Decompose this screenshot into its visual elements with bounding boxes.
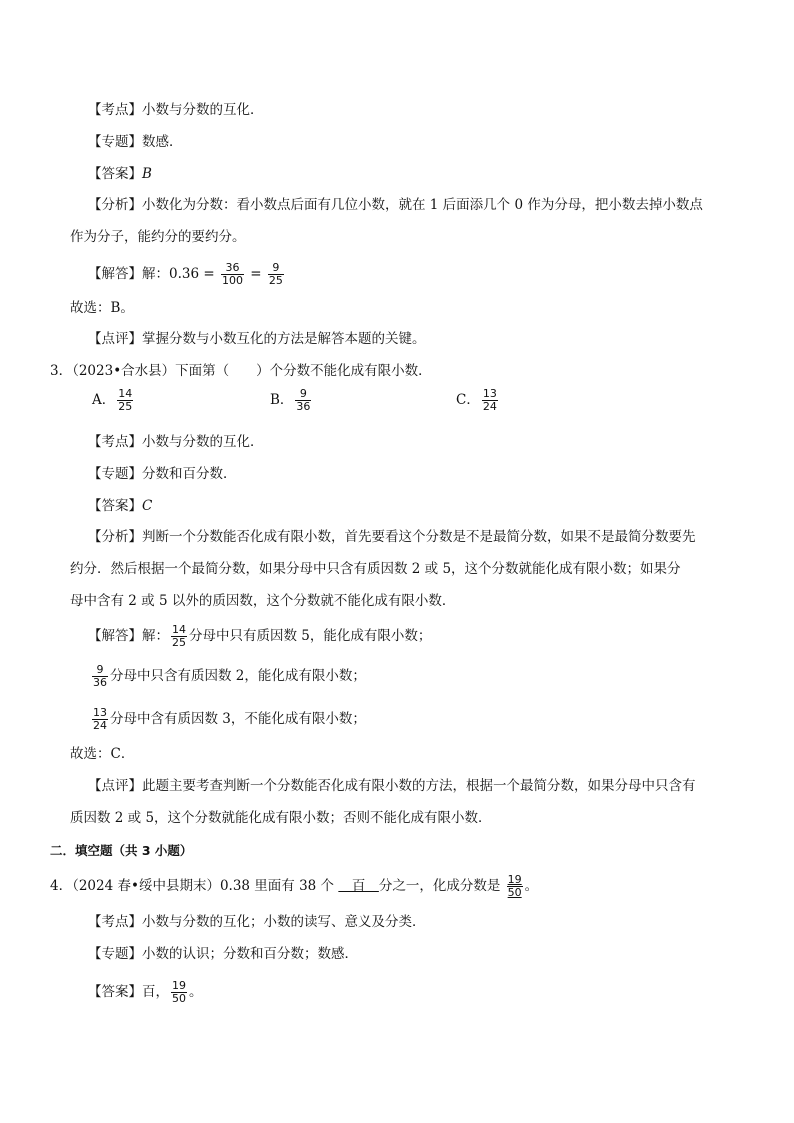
dianping-tag: 【点评】 [88,778,142,794]
q2-guxuan: 故选：B。 [70,300,134,316]
option-label: A． [92,392,116,408]
frac-numerator: 9 [96,663,104,676]
q4-stem-part1: 4．（2024 春•绥中县期末）0.38 里面有 38 个 [50,878,335,894]
q2-fenxi-line1: 小数化为分数：看小数点后面有几位小数，就在 1 后面添几个 0 作为分母，把小数去掉小数点 [142,197,703,213]
option-fraction [482,388,498,413]
q2-dianping-text: 掌握分数与小数互化的方法是解答本题的关键。 [142,331,426,347]
q2-fenxi-line2: 作为分子，能约分的要约分。 [70,229,246,245]
q4-stem-part2: 分之一，化成分数是 [378,878,501,894]
q3-fenxi-row [88,528,696,546]
frac-denominator: 36 [296,400,311,413]
q2-fraction-9-25 [268,262,284,287]
q4-blank2-fraction [507,874,523,899]
q3-sol2-text: 分母中只含有质因数 2，能化成有限小数； [110,668,366,684]
q4-blank1-answer: 百 [338,878,379,894]
frac-denominator: 25 [118,400,133,413]
q4-answer-fraction [171,980,187,1005]
q3-fenxi-line2: 约分．然后根据一个最简分数，如果分母中只含有质因数 2 或 5，这个分数就能化成有限小数；如果分 [70,561,681,577]
q3-zhuanti-row [88,465,237,483]
q4-stem-end: 。 [524,878,539,894]
q3-dianping-line2: 质因数 2 或 5，这个分数就能化成有限小数；否则不能化成有限小数． [70,810,492,826]
frac-numerator: 36 [225,261,240,274]
dianping-tag: 【点评】 [88,331,142,347]
q2-zhuanti-text: 数感． [142,134,183,150]
frac-denominator: 24 [482,400,497,413]
q3-jieda-row [88,624,431,649]
frac-denominator: 36 [93,676,107,689]
q2-jieda-prefix: 解：0.36 = [142,266,215,282]
frac-denominator: 100 [221,274,243,287]
frac-numerator: 13 [482,387,497,400]
fenxi-tag: 【分析】 [88,529,142,545]
frac-numerator: 14 [118,387,133,400]
frac-numerator: 13 [93,706,107,719]
kaodian-tag: 【考点】 [88,102,142,118]
q3-sol1-text: 分母中只有质因数 5，能化成有限小数； [189,628,432,644]
section-heading: 二．填空题（共 3 小题） [50,843,193,858]
q2-zhuanti-row [88,133,183,151]
zhuanti-tag: 【专题】 [88,466,142,482]
frac-denominator: 50 [172,992,186,1005]
frac-denominator: 24 [93,719,107,732]
daan-tag: 【答案】 [88,984,142,1000]
zhuanti-tag: 【专题】 [88,134,142,150]
frac-denominator: 50 [507,886,522,899]
kaodian-tag: 【考点】 [88,914,142,930]
frac-numerator: 9 [272,261,280,274]
q3-guxuan: 故选：C． [70,746,135,762]
frac-denominator: 25 [268,274,283,287]
q3-dianping-row [88,777,696,795]
q3-sol1-fraction [171,624,187,649]
q3-daan-row [88,497,152,515]
q4-kaodian-row [88,913,426,931]
kaodian-tag: 【考点】 [88,434,142,450]
q4-zhuanti-row [88,945,358,963]
q2-jieda-row [88,262,286,287]
q3-dianping-line1: 此题主要考查判断一个分数能否化成有限小数的方法，根据一个最简分数，如果分母中只含有 [142,778,696,794]
q2-answer: B [142,166,152,182]
q3-kaodian-row [88,433,264,451]
q2-fraction-36-100 [221,262,244,287]
q4-daan-row [88,980,203,1005]
q3-sol3-text: 分母中含有质因数 3，不能化成有限小数； [110,711,366,727]
q4-answer-text: 百， [142,984,169,1000]
frac-numerator: 9 [299,387,307,400]
q4-kaodian-text: 小数与分数的互化；小数的读写、意义及分类． [142,914,426,930]
q3-sol3-fraction [92,707,108,732]
frac-numerator: 19 [507,873,522,886]
q3-sol3-row [70,707,366,732]
q3-sol2-fraction [92,664,108,689]
option-fraction [295,388,311,413]
frac-denominator: 25 [172,636,186,649]
zhuanti-tag: 【专题】 [88,946,142,962]
q3-kaodian-text: 小数与分数的互化． [142,434,264,450]
q3-fenxi-line1: 判断一个分数能否化成有限小数，首先要看这个分数是不是最简分数，如果不是最简分数要先 [142,529,696,545]
daan-tag: 【答案】 [88,498,142,514]
jieda-tag: 【解答】 [88,266,142,282]
q3-option-c [456,388,500,413]
q4-zhuanti-text: 小数的认识；分数和百分数；数感． [142,946,358,962]
q2-daan-row [88,165,152,183]
q4-answer-end: 。 [189,984,203,1000]
q3-option-b [270,388,313,413]
frac-numerator: 14 [172,623,186,636]
q3-jieda-prefix: 解： [142,628,169,644]
q2-fenxi-row [88,196,703,214]
q3-answer: C [142,498,153,514]
equals-sign: = [250,266,262,282]
q3-zhuanti-text: 分数和百分数． [142,466,237,482]
option-label: B． [270,392,294,408]
q2-kaodian-text: 小数与分数的互化． [142,102,264,118]
fenxi-tag: 【分析】 [88,197,142,213]
jieda-tag: 【解答】 [88,628,142,644]
q3-fenxi-line3: 母中含有 2 或 5 以外的质因数，这个分数就不能化成有限小数． [70,593,456,609]
q3-sol2-row [70,664,366,689]
q2-dianping-row [88,330,426,348]
frac-numerator: 19 [172,979,186,992]
q3-option-a [92,388,135,413]
daan-tag: 【答案】 [88,166,142,182]
q3-stem: 3．（2023•合水县）下面第（ ）个分数不能化成有限小数． [50,363,432,379]
q2-kaodian-row [88,101,264,119]
q4-stem [50,874,538,899]
option-label: C． [456,392,480,408]
option-fraction [117,388,133,413]
